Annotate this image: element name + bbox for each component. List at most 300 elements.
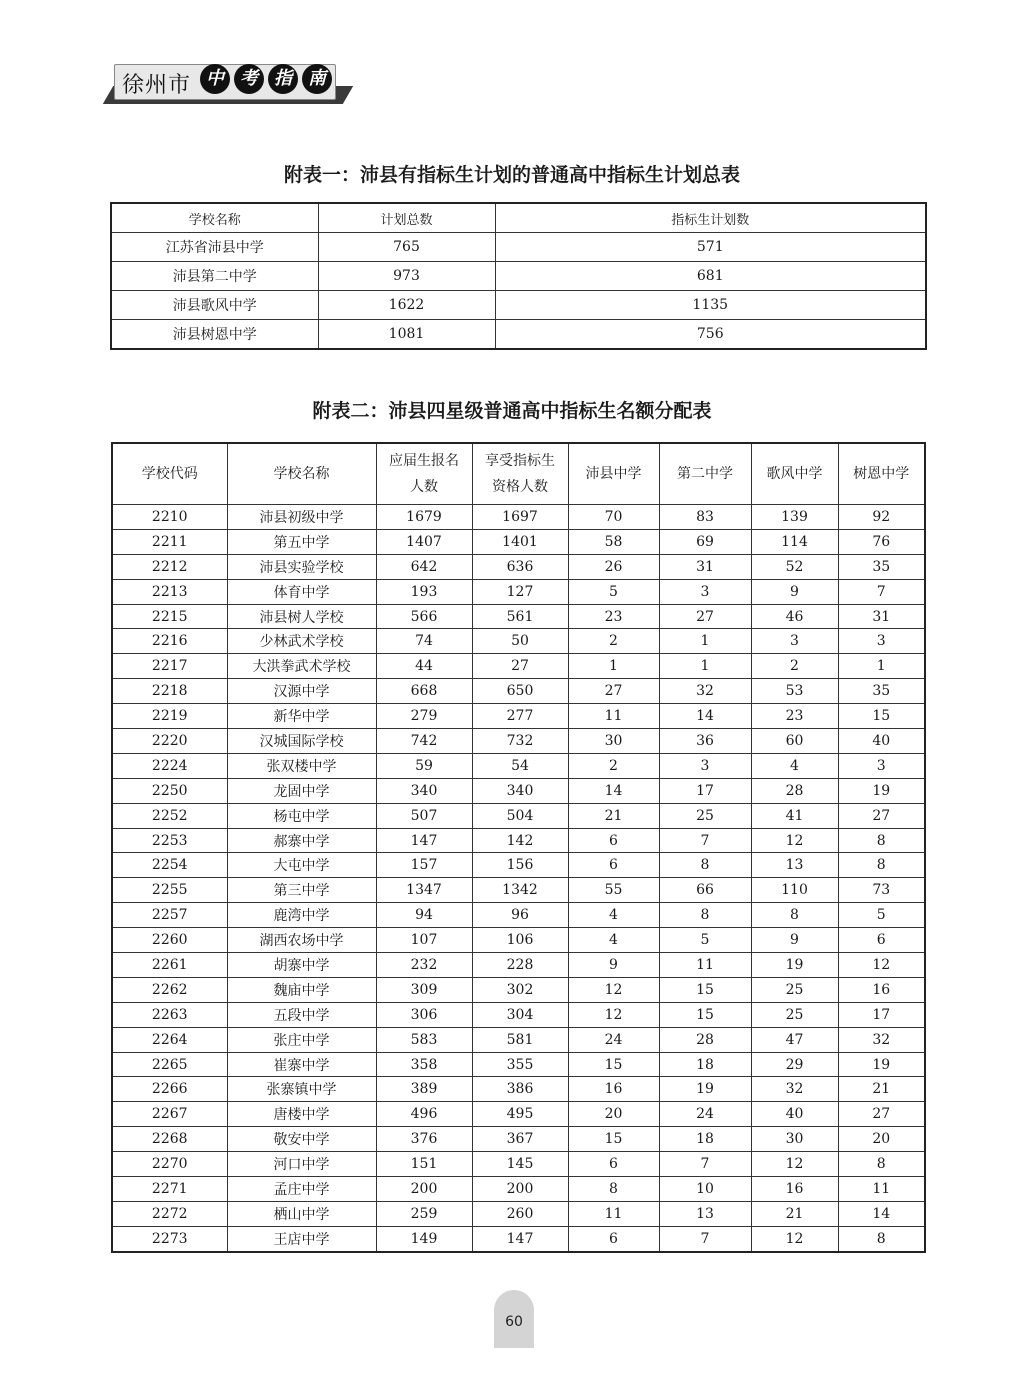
table-cell: 7 xyxy=(659,1226,751,1251)
table-cell: 156 xyxy=(472,853,568,878)
table-cell: 636 xyxy=(472,554,568,579)
table-cell: 6 xyxy=(568,853,659,878)
table-cell: 30 xyxy=(751,1127,838,1152)
table-cell: 566 xyxy=(376,604,472,629)
table-cell: 200 xyxy=(376,1177,472,1202)
table2-header-cell: 学校名称 xyxy=(227,443,376,505)
table-cell: 114 xyxy=(751,529,838,554)
table-cell: 2268 xyxy=(112,1127,227,1152)
table-cell: 2272 xyxy=(112,1201,227,1226)
table-cell: 7 xyxy=(659,828,751,853)
table-cell: 31 xyxy=(838,604,925,629)
table-cell: 五段中学 xyxy=(227,1002,376,1027)
table-cell: 7 xyxy=(838,579,925,604)
table-cell: 32 xyxy=(838,1027,925,1052)
table-cell: 756 xyxy=(495,320,926,350)
table-cell: 崔寨中学 xyxy=(227,1052,376,1077)
table-cell: 2211 xyxy=(112,529,227,554)
table-cell: 2 xyxy=(751,654,838,679)
table-cell: 13 xyxy=(751,853,838,878)
table-cell: 40 xyxy=(751,1102,838,1127)
table-cell: 127 xyxy=(472,579,568,604)
table-cell: 200 xyxy=(472,1177,568,1202)
table-cell: 496 xyxy=(376,1102,472,1127)
table-cell: 2215 xyxy=(112,604,227,629)
table-cell: 9 xyxy=(751,928,838,953)
table-cell: 73 xyxy=(838,878,925,903)
table-cell: 2265 xyxy=(112,1052,227,1077)
table-row xyxy=(112,579,925,604)
table-cell: 149 xyxy=(376,1226,472,1251)
table-cell: 2210 xyxy=(112,505,227,530)
table-cell: 96 xyxy=(472,903,568,928)
table-cell: 沛县第二中学 xyxy=(111,262,318,291)
table-cell: 681 xyxy=(495,262,926,291)
table-cell: 孟庄中学 xyxy=(227,1177,376,1202)
header-seal-4: 南 xyxy=(302,64,332,94)
table-cell: 2255 xyxy=(112,878,227,903)
table-row xyxy=(112,803,925,828)
table-row xyxy=(112,679,925,704)
table-cell: 郝寨中学 xyxy=(227,828,376,853)
table-cell: 1081 xyxy=(318,320,495,350)
table-cell: 571 xyxy=(495,233,926,262)
table-cell: 2220 xyxy=(112,729,227,754)
table-cell: 第三中学 xyxy=(227,878,376,903)
table-cell: 94 xyxy=(376,903,472,928)
table-cell: 25 xyxy=(659,803,751,828)
table-cell: 193 xyxy=(376,579,472,604)
table-cell: 2266 xyxy=(112,1077,227,1102)
table-cell: 12 xyxy=(751,828,838,853)
table-cell: 11 xyxy=(568,1201,659,1226)
table-cell: 1 xyxy=(838,654,925,679)
table-cell: 沛县树恩中学 xyxy=(111,320,318,350)
table1-header-cell: 计划总数 xyxy=(318,203,495,233)
table-cell: 汉城国际学校 xyxy=(227,729,376,754)
table-cell: 358 xyxy=(376,1052,472,1077)
table-cell: 7 xyxy=(659,1152,751,1177)
table-cell: 19 xyxy=(838,778,925,803)
table-cell: 277 xyxy=(472,704,568,729)
header-city: 徐州市 xyxy=(122,73,192,98)
table-cell: 12 xyxy=(568,977,659,1002)
table-cell: 2253 xyxy=(112,828,227,853)
table-cell: 561 xyxy=(472,604,568,629)
table-row xyxy=(112,977,925,1002)
table-cell: 张双楼中学 xyxy=(227,753,376,778)
table-cell: 40 xyxy=(838,729,925,754)
table-cell: 583 xyxy=(376,1027,472,1052)
table-cell: 50 xyxy=(472,629,568,654)
table-cell: 732 xyxy=(472,729,568,754)
table-cell: 2257 xyxy=(112,903,227,928)
table-cell: 体育中学 xyxy=(227,579,376,604)
table-cell: 2217 xyxy=(112,654,227,679)
table-cell: 江苏省沛县中学 xyxy=(111,233,318,262)
table-cell: 23 xyxy=(751,704,838,729)
table-cell: 8 xyxy=(659,903,751,928)
table-cell: 1 xyxy=(568,654,659,679)
table-cell: 8 xyxy=(838,853,925,878)
table-row xyxy=(112,654,925,679)
table-cell: 44 xyxy=(376,654,472,679)
table-cell: 鹿湾中学 xyxy=(227,903,376,928)
table-cell: 228 xyxy=(472,953,568,978)
table-cell: 2250 xyxy=(112,778,227,803)
table-cell: 309 xyxy=(376,977,472,1002)
table2-header-cell: 沛县中学 xyxy=(568,443,659,505)
table-cell: 110 xyxy=(751,878,838,903)
table-cell: 18 xyxy=(659,1127,751,1152)
table-cell: 2263 xyxy=(112,1002,227,1027)
table-cell: 1679 xyxy=(376,505,472,530)
table-cell: 259 xyxy=(376,1201,472,1226)
table-cell: 2267 xyxy=(112,1102,227,1127)
table-cell: 13 xyxy=(659,1201,751,1226)
table-cell: 2254 xyxy=(112,853,227,878)
table-cell: 650 xyxy=(472,679,568,704)
table-cell: 29 xyxy=(751,1052,838,1077)
table-row xyxy=(112,704,925,729)
header-line: 享受指标生 xyxy=(485,453,555,469)
table-cell: 1347 xyxy=(376,878,472,903)
table-cell: 668 xyxy=(376,679,472,704)
table-cell: 32 xyxy=(659,679,751,704)
table-cell: 32 xyxy=(751,1077,838,1102)
table-cell: 5 xyxy=(568,579,659,604)
table-cell: 23 xyxy=(568,604,659,629)
table-cell: 大洪拳武术学校 xyxy=(227,654,376,679)
table-cell: 106 xyxy=(472,928,568,953)
table-cell: 742 xyxy=(376,729,472,754)
table2-header-cell: 学校代码 xyxy=(112,443,227,505)
table-cell: 1407 xyxy=(376,529,472,554)
page-header-logo xyxy=(108,58,358,110)
table-cell: 沛县树人学校 xyxy=(227,604,376,629)
table-cell: 355 xyxy=(472,1052,568,1077)
table-row xyxy=(112,729,925,754)
table-cell: 胡寨中学 xyxy=(227,953,376,978)
table-cell: 2216 xyxy=(112,629,227,654)
table-cell: 6 xyxy=(568,1152,659,1177)
table-cell: 4 xyxy=(568,928,659,953)
table1-header-cell: 指标生计划数 xyxy=(495,203,926,233)
table-cell: 26 xyxy=(568,554,659,579)
table-row xyxy=(112,1027,925,1052)
table-cell: 507 xyxy=(376,803,472,828)
table-cell: 69 xyxy=(659,529,751,554)
table-cell: 沛县初级中学 xyxy=(227,505,376,530)
table-cell: 28 xyxy=(751,778,838,803)
table-cell: 232 xyxy=(376,953,472,978)
table-row xyxy=(112,505,925,530)
table-cell: 12 xyxy=(751,1226,838,1251)
table-cell: 304 xyxy=(472,1002,568,1027)
table1-title: 附表一：沛县有指标生计划的普通高中指标生计划总表 xyxy=(283,164,740,186)
table-cell: 60 xyxy=(751,729,838,754)
table-row xyxy=(112,1052,925,1077)
table-cell: 唐楼中学 xyxy=(227,1102,376,1127)
table-cell: 36 xyxy=(659,729,751,754)
table-cell: 17 xyxy=(659,778,751,803)
table-cell: 59 xyxy=(376,753,472,778)
table-cell: 6 xyxy=(568,828,659,853)
table-cell: 2252 xyxy=(112,803,227,828)
table-cell: 19 xyxy=(659,1077,751,1102)
table-cell: 新华中学 xyxy=(227,704,376,729)
table-row xyxy=(111,233,926,262)
table-cell: 55 xyxy=(568,878,659,903)
table1-header-row xyxy=(111,203,926,233)
header-seal-1: 中 xyxy=(200,64,230,94)
table2-header-cell xyxy=(376,443,472,505)
table-cell: 376 xyxy=(376,1127,472,1152)
table-cell: 139 xyxy=(751,505,838,530)
header-line: 人数 xyxy=(410,479,438,495)
table-row xyxy=(112,953,925,978)
table-row xyxy=(112,1177,925,1202)
table-cell: 汉源中学 xyxy=(227,679,376,704)
table-cell: 19 xyxy=(751,953,838,978)
table-cell: 1401 xyxy=(472,529,568,554)
table-cell: 河口中学 xyxy=(227,1152,376,1177)
table-cell: 389 xyxy=(376,1077,472,1102)
table-cell: 9 xyxy=(751,579,838,604)
table-row xyxy=(112,1002,925,1027)
table-cell: 340 xyxy=(376,778,472,803)
table-cell: 魏庙中学 xyxy=(227,977,376,1002)
table-cell: 35 xyxy=(838,554,925,579)
table-cell: 306 xyxy=(376,1002,472,1027)
table-cell: 495 xyxy=(472,1102,568,1127)
table-cell: 敬安中学 xyxy=(227,1127,376,1152)
table-cell: 83 xyxy=(659,505,751,530)
table-cell: 2270 xyxy=(112,1152,227,1177)
table-cell: 2219 xyxy=(112,704,227,729)
table-cell: 1135 xyxy=(495,291,926,320)
table-row xyxy=(111,262,926,291)
table-cell: 21 xyxy=(751,1201,838,1226)
table-cell: 16 xyxy=(751,1177,838,1202)
table-cell: 14 xyxy=(568,778,659,803)
table-cell: 龙固中学 xyxy=(227,778,376,803)
table-cell: 8 xyxy=(751,903,838,928)
table-cell: 30 xyxy=(568,729,659,754)
table-cell: 1 xyxy=(659,654,751,679)
table-row xyxy=(112,828,925,853)
table-cell: 3 xyxy=(751,629,838,654)
table-cell: 15 xyxy=(659,1002,751,1027)
table-cell: 12 xyxy=(751,1152,838,1177)
table-cell: 765 xyxy=(318,233,495,262)
table-cell: 少林武术学校 xyxy=(227,629,376,654)
table-cell: 27 xyxy=(838,1102,925,1127)
table-cell: 大屯中学 xyxy=(227,853,376,878)
table-cell: 2 xyxy=(568,753,659,778)
table-cell: 581 xyxy=(472,1027,568,1052)
table-cell: 5 xyxy=(838,903,925,928)
table-cell: 74 xyxy=(376,629,472,654)
table-cell: 沛县歌风中学 xyxy=(111,291,318,320)
header-line: 资格人数 xyxy=(492,479,548,495)
table-cell: 王店中学 xyxy=(227,1226,376,1251)
table-row xyxy=(112,554,925,579)
table-cell: 1 xyxy=(659,629,751,654)
table-cell: 栖山中学 xyxy=(227,1201,376,1226)
table-row xyxy=(112,604,925,629)
table-cell: 3 xyxy=(838,629,925,654)
table-cell: 66 xyxy=(659,878,751,903)
table2-title: 附表二：沛县四星级普通高中指标生名额分配表 xyxy=(312,400,712,422)
table-cell: 张庄中学 xyxy=(227,1027,376,1052)
table-cell: 147 xyxy=(472,1226,568,1251)
table-cell: 53 xyxy=(751,679,838,704)
table-cell: 142 xyxy=(472,828,568,853)
table-cell: 2213 xyxy=(112,579,227,604)
table-cell: 367 xyxy=(472,1127,568,1152)
page-number: 60 xyxy=(494,1290,534,1348)
table-cell: 76 xyxy=(838,529,925,554)
table-cell: 5 xyxy=(659,928,751,953)
table-cell: 16 xyxy=(568,1077,659,1102)
table-cell: 27 xyxy=(838,803,925,828)
table-cell: 157 xyxy=(376,853,472,878)
table-cell: 4 xyxy=(568,903,659,928)
table-cell: 25 xyxy=(751,1002,838,1027)
table-cell: 21 xyxy=(838,1077,925,1102)
table-cell: 28 xyxy=(659,1027,751,1052)
table-cell: 504 xyxy=(472,803,568,828)
table-cell: 8 xyxy=(568,1177,659,1202)
table-cell: 15 xyxy=(838,704,925,729)
table-cell: 58 xyxy=(568,529,659,554)
table-cell: 41 xyxy=(751,803,838,828)
table-cell: 2260 xyxy=(112,928,227,953)
table2-header-row xyxy=(112,443,925,505)
table-cell: 3 xyxy=(659,579,751,604)
table-cell: 24 xyxy=(568,1027,659,1052)
table-cell: 19 xyxy=(838,1052,925,1077)
table-cell: 11 xyxy=(659,953,751,978)
table-cell: 1697 xyxy=(472,505,568,530)
table-cell: 27 xyxy=(472,654,568,679)
table-cell: 4 xyxy=(751,753,838,778)
table-cell: 147 xyxy=(376,828,472,853)
table-cell: 2262 xyxy=(112,977,227,1002)
table-cell: 260 xyxy=(472,1201,568,1226)
table-row xyxy=(112,629,925,654)
header-line: 应届生报名 xyxy=(389,453,459,469)
table-row xyxy=(112,753,925,778)
table-cell: 6 xyxy=(838,928,925,953)
table-cell: 第五中学 xyxy=(227,529,376,554)
table-cell: 9 xyxy=(568,953,659,978)
table2-header-cell: 歌风中学 xyxy=(751,443,838,505)
table-row xyxy=(112,878,925,903)
table-cell: 6 xyxy=(568,1226,659,1251)
table-row xyxy=(112,853,925,878)
table-cell: 31 xyxy=(659,554,751,579)
table-cell: 2 xyxy=(568,629,659,654)
header-seal-3: 指 xyxy=(268,64,298,94)
table-cell: 17 xyxy=(838,1002,925,1027)
table-cell: 24 xyxy=(659,1102,751,1127)
table-cell: 1622 xyxy=(318,291,495,320)
table-cell: 340 xyxy=(472,778,568,803)
table-cell: 145 xyxy=(472,1152,568,1177)
table-cell: 279 xyxy=(376,704,472,729)
table-cell: 8 xyxy=(659,853,751,878)
table-cell: 8 xyxy=(838,1152,925,1177)
table-cell: 14 xyxy=(659,704,751,729)
table-cell: 15 xyxy=(568,1127,659,1152)
table-cell: 杨屯中学 xyxy=(227,803,376,828)
table-cell: 8 xyxy=(838,828,925,853)
table-cell: 92 xyxy=(838,505,925,530)
table-cell: 沛县实验学校 xyxy=(227,554,376,579)
table-cell: 54 xyxy=(472,753,568,778)
table-cell: 18 xyxy=(659,1052,751,1077)
table-cell: 27 xyxy=(659,604,751,629)
table-cell: 8 xyxy=(838,1226,925,1251)
table-cell: 12 xyxy=(568,1002,659,1027)
table-cell: 11 xyxy=(838,1177,925,1202)
header-seal-2: 考 xyxy=(234,64,264,94)
table-row xyxy=(111,291,926,320)
table-cell: 16 xyxy=(838,977,925,1002)
table-cell: 11 xyxy=(568,704,659,729)
table2-header-cell xyxy=(472,443,568,505)
table-cell: 20 xyxy=(838,1127,925,1152)
table-cell: 2224 xyxy=(112,753,227,778)
table-cell: 2218 xyxy=(112,679,227,704)
table-row xyxy=(112,1102,925,1127)
table-cell: 70 xyxy=(568,505,659,530)
table-row xyxy=(112,1201,925,1226)
table-cell: 湖西农场中学 xyxy=(227,928,376,953)
table-cell: 1342 xyxy=(472,878,568,903)
table-row xyxy=(112,1152,925,1177)
table-cell: 302 xyxy=(472,977,568,1002)
table-cell: 张寨镇中学 xyxy=(227,1077,376,1102)
table-cell: 386 xyxy=(472,1077,568,1102)
table-cell: 21 xyxy=(568,803,659,828)
table-cell: 2261 xyxy=(112,953,227,978)
table-cell: 3 xyxy=(838,753,925,778)
table-cell: 10 xyxy=(659,1177,751,1202)
table-cell: 25 xyxy=(751,977,838,1002)
quota-allocation-table xyxy=(111,442,926,1253)
table-cell: 35 xyxy=(838,679,925,704)
table-cell: 15 xyxy=(659,977,751,1002)
table2-header-cell: 树恩中学 xyxy=(838,443,925,505)
table-cell: 47 xyxy=(751,1027,838,1052)
table-cell: 14 xyxy=(838,1201,925,1226)
table-row xyxy=(112,1127,925,1152)
table-cell: 2273 xyxy=(112,1226,227,1251)
table-cell: 2264 xyxy=(112,1027,227,1052)
table-row xyxy=(112,928,925,953)
table1-header-cell: 学校名称 xyxy=(111,203,318,233)
table-row xyxy=(111,320,926,350)
table-cell: 20 xyxy=(568,1102,659,1127)
table2-header-cell: 第二中学 xyxy=(659,443,751,505)
table-row xyxy=(112,529,925,554)
table-row xyxy=(112,1226,925,1251)
table-cell: 973 xyxy=(318,262,495,291)
table-cell: 151 xyxy=(376,1152,472,1177)
